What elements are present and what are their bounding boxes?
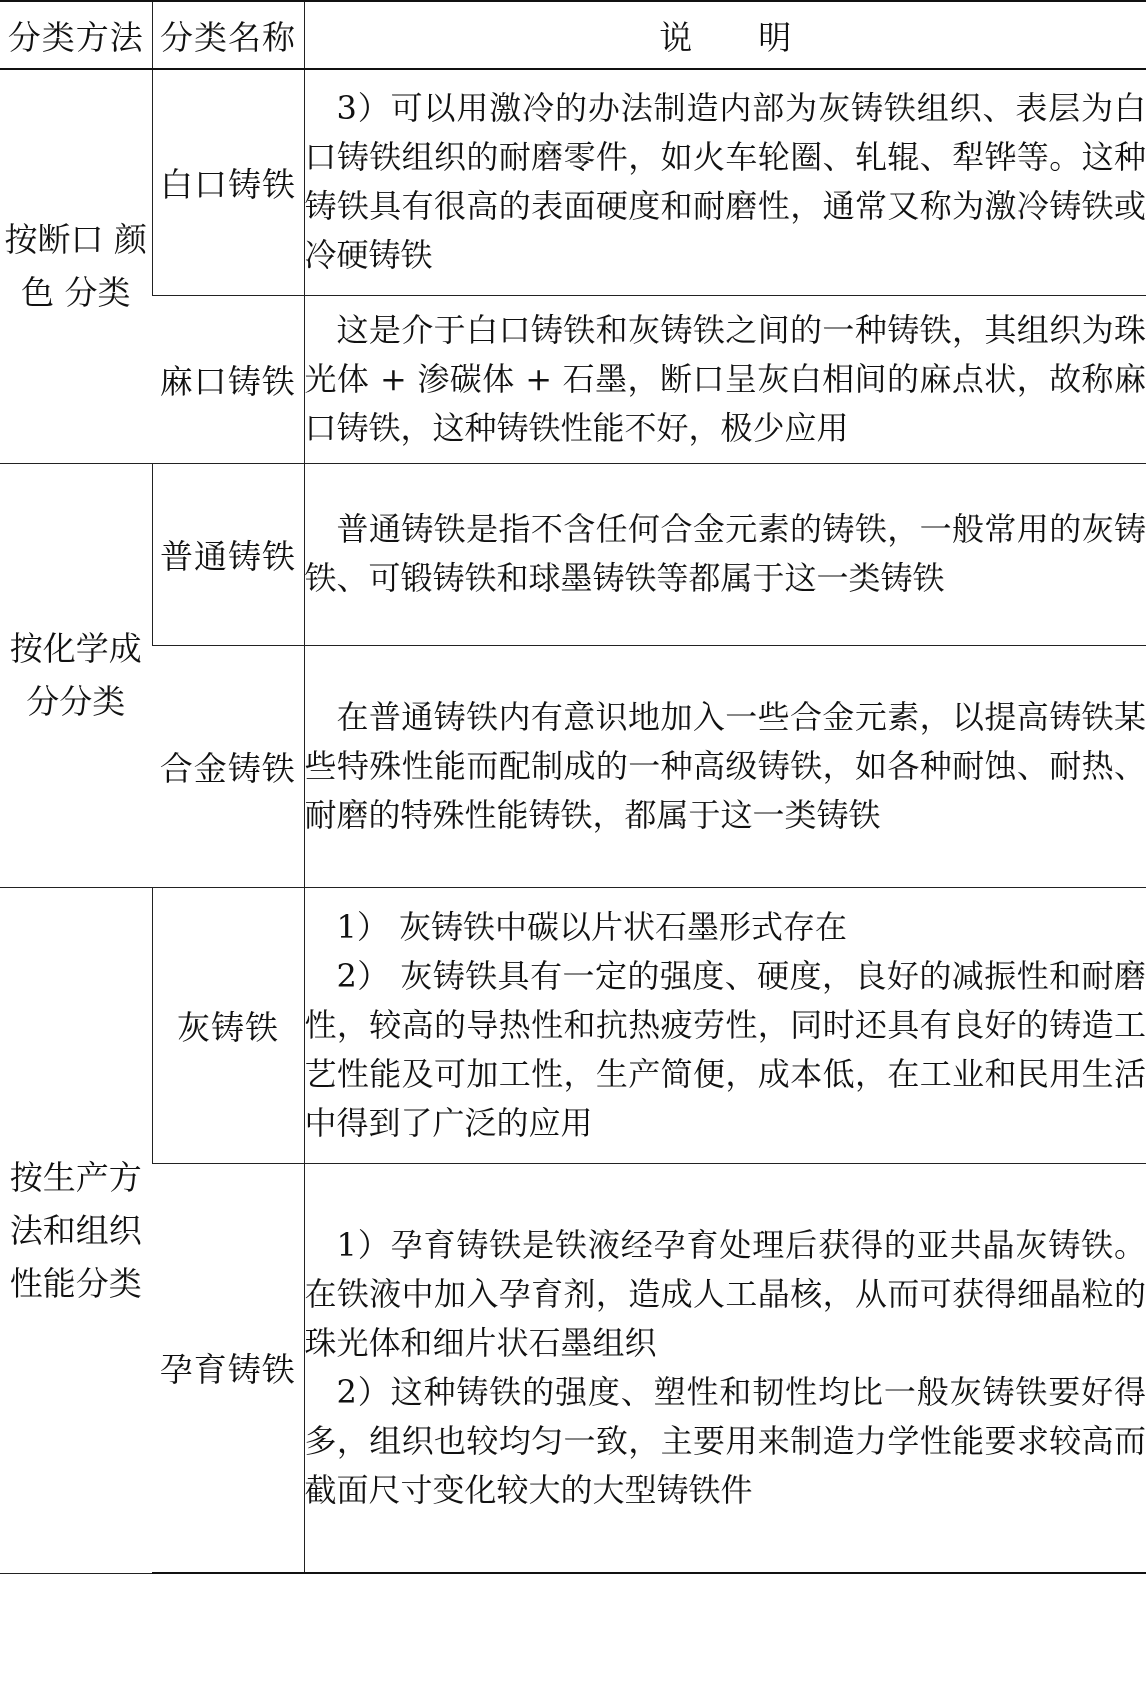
method-cell-production	[0, 887, 152, 1573]
description-cell	[304, 463, 1146, 645]
description-paragraph: 普通铸铁是指不含任何合金元素的铸铁，一般常用的灰铸铁、可锻铸铁和球墨铸铁等都属于这一类铸铁	[304, 510, 1146, 597]
header-description-char-1: 说	[659, 17, 693, 57]
description-paragraph: 2） 灰铸铁具有一定的强度、硬度，良好的减振性和耐磨性，较高的导热性和抗热疲劳性，同时还具有良好的铸造工艺性能及可加工性，生产简便，成本低，在工业和民用生活中得到了广泛的应用	[304, 956, 1146, 1142]
method-line: 性能分类	[9, 1263, 142, 1303]
description-paragraph: 在普通铸铁内有意识地加入一些合金元素，以提高铸铁某些特殊性能而配制成的一种高级铸铁，如各种耐蚀、耐热、耐磨的特殊性能铸铁，都属于这一类铸铁	[304, 697, 1146, 834]
method-line: 法和组织	[9, 1210, 142, 1250]
header-description-char-2: 明	[758, 17, 792, 57]
method-line: 分分类	[26, 682, 126, 721]
method-line: 按断口	[4, 220, 104, 260]
description-paragraph: 3）可以用激冷的办法制造内部为灰铸铁组织、表层为白口铸铁组织的耐磨零件，如火车轮圈、轧辊、犁铧等。这种铸铁具有很高的表面硬度和耐磨性，通常又称为激冷铸铁或冷硬铸铁	[304, 89, 1146, 275]
description-cell	[304, 69, 1146, 295]
description-cell	[304, 295, 1146, 463]
method-line: 按化学成	[9, 629, 142, 668]
description-cell	[304, 1163, 1146, 1573]
header-name: 分类名称	[152, 1, 304, 69]
table-row	[0, 1163, 1146, 1573]
table-row	[0, 69, 1146, 295]
description-paragraph: 1）孕育铸铁是铁液经孕育处理后获得的亚共晶灰铸铁。在铁液中加入孕育剂，造成人工晶核，从而可获得细晶粒的珠光体和细片状石墨组织	[304, 1225, 1146, 1362]
method-cell-chemistry	[0, 463, 152, 887]
table-row	[0, 887, 1146, 1163]
table-row	[0, 295, 1146, 463]
method-line: 按生产方	[9, 1157, 142, 1197]
type-name: 普通铸铁	[152, 463, 304, 645]
description-paragraph: 1） 灰铸铁中碳以片状石墨形式存在	[336, 907, 848, 946]
method-cell-color	[0, 69, 152, 463]
description-paragraph: 这是介于白口铸铁和灰铸铁之间的一种铸铁，其组织为珠光体 + 渗碳体 + 石墨，断口呈灰白相间的麻点状，故称麻口铸铁，这种铸铁性能不好，极少应用	[304, 310, 1146, 447]
type-name: 白口铸铁	[152, 69, 304, 295]
table-row	[0, 645, 1146, 887]
description-cell	[304, 887, 1146, 1163]
type-name: 孕育铸铁	[152, 1163, 304, 1573]
method-line: 颜色	[21, 220, 147, 313]
description-cell	[304, 645, 1146, 887]
type-name: 合金铸铁	[152, 645, 304, 887]
header-row	[0, 1, 1146, 69]
method-line: 分类	[64, 273, 131, 313]
description-paragraph: 2）这种铸铁的强度、塑性和韧性均比一般灰铸铁要好得多，组织也较均匀一致，主要用来制造力学性能要求较高而截面尺寸变化较大的大型铸铁件	[304, 1372, 1146, 1509]
type-name: 灰铸铁	[152, 887, 304, 1163]
header-description	[304, 1, 1146, 69]
type-name: 麻口铸铁	[152, 295, 304, 463]
header-method: 分类方法	[0, 1, 152, 69]
table-row	[0, 463, 1146, 645]
